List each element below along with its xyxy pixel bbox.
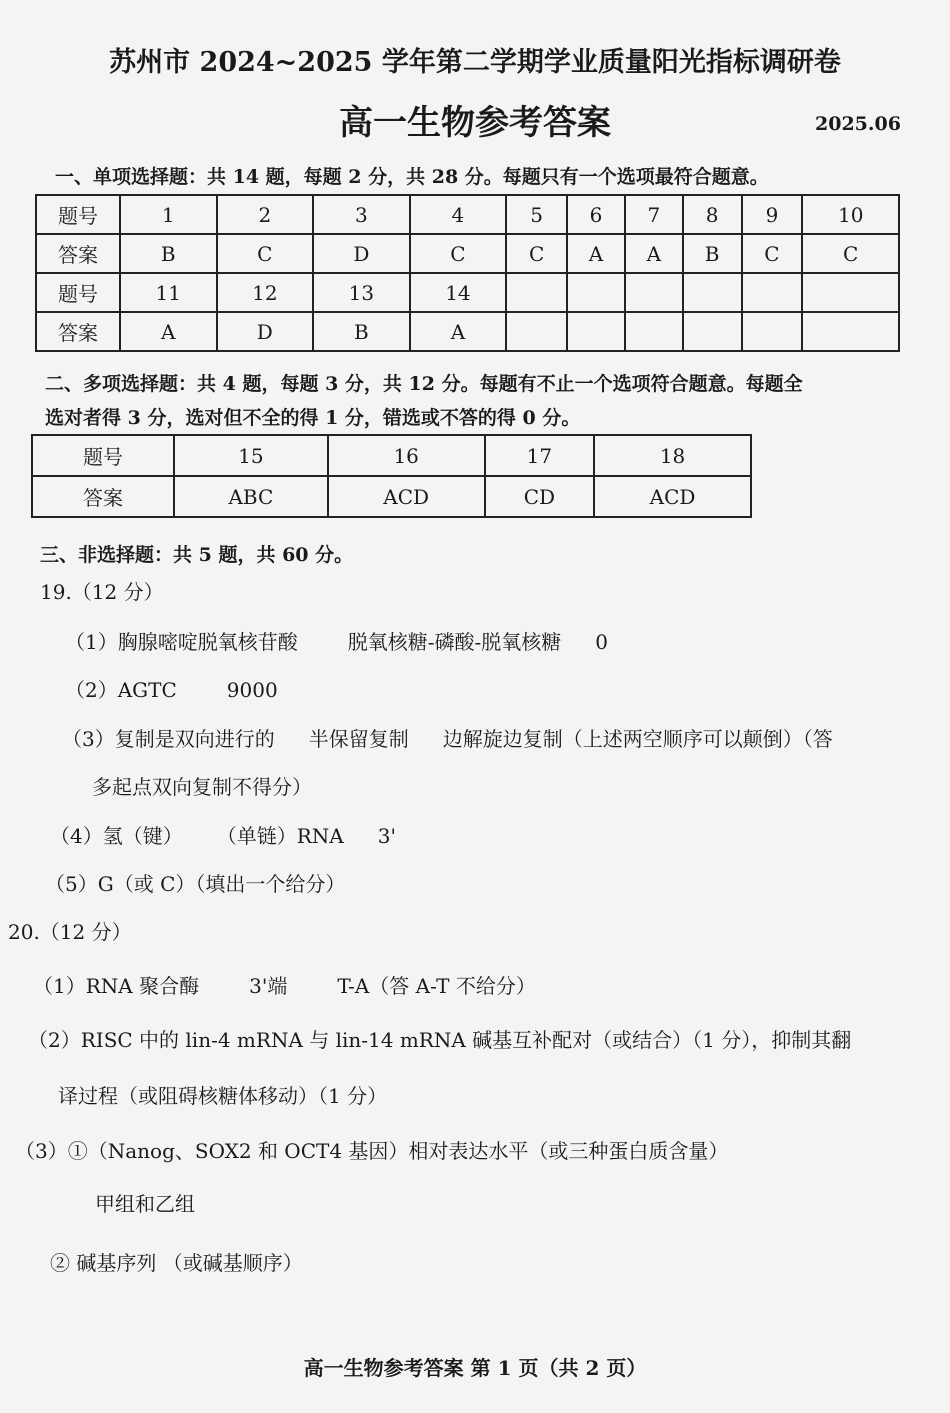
answer-cell <box>567 312 625 351</box>
question-number-cell: 1 <box>120 195 217 234</box>
answer-text: RISC 中的 lin-4 mRNA 与 lin-14 mRNA 碱基互补配对（或结合）（1 分），抑制其翻 <box>80 1028 852 1052</box>
q19-part1 <box>65 626 608 655</box>
answer-text: AGTC <box>117 678 177 702</box>
document-date: 2025.06 <box>815 113 901 135</box>
q20-part2-continued: 译过程（或阻碍核糖体移动）（1 分） <box>58 1084 388 1108</box>
answer-cell: B <box>120 234 217 273</box>
question-number-cell: 2 <box>217 195 314 234</box>
answer-cell: A <box>625 234 683 273</box>
question-number-cell: 16 <box>328 435 485 476</box>
question-number-cell: 7 <box>625 195 683 234</box>
table-row <box>32 435 751 476</box>
section2-heading-line1: 二、多项选择题：共 4 题，每题 3 分，共 12 分。每题有不止一个选项符合题意。每题全 <box>45 373 803 395</box>
question-number-cell: 11 <box>120 273 217 312</box>
answer-text: RNA 聚合酶 <box>85 974 200 998</box>
answer-cell: ACD <box>594 476 751 517</box>
question-number-cell: 8 <box>683 195 742 234</box>
q20-part3 <box>15 1135 728 1164</box>
q20-part3-group: 甲组和乙组 <box>95 1192 195 1216</box>
part-label: （1） <box>33 974 86 998</box>
section2-heading-line2: 选对者得 3 分，选对但不全的得 1 分，错选或不答的得 0 分。 <box>45 407 581 429</box>
answer-text: 胸腺嘧啶脱氧核苷酸 <box>117 630 298 654</box>
section3-heading: 三、非选择题：共 5 题，共 60 分。 <box>40 544 354 566</box>
question-number-cell: 9 <box>742 195 803 234</box>
question-number-cell: 10 <box>802 195 899 234</box>
answer-cell: C <box>506 234 567 273</box>
answer-text: 边解旋边复制（上述两空顺序可以颠倒）（答 <box>442 727 833 751</box>
question-number-cell <box>625 273 683 312</box>
table-row <box>36 195 899 234</box>
answer-cell <box>683 312 742 351</box>
q19-title: 19.（12 分） <box>40 580 164 604</box>
answer-text: 0 <box>595 630 608 654</box>
answer-cell: A <box>410 312 507 351</box>
answer-cell: CD <box>485 476 594 517</box>
answer-text: T-A（答 A-T 不给分） <box>337 974 536 998</box>
question-number-cell <box>567 273 625 312</box>
page-footer: 高一生物参考答案 第 1 页（共 2 页） <box>303 1356 647 1380</box>
q20-part2 <box>28 1024 851 1053</box>
question-number-cell <box>742 273 803 312</box>
table-header-cell: 答案 <box>36 312 120 351</box>
question-number-cell: 5 <box>506 195 567 234</box>
answer-text: 半保留复制 <box>308 727 409 751</box>
answer-cell: D <box>217 312 314 351</box>
section1-heading: 一、单项选择题：共 14 题，每题 2 分，共 28 分。每题只有一个选项最符合题意。 <box>55 166 769 188</box>
question-number-cell: 4 <box>410 195 507 234</box>
answer-cell: C <box>802 234 899 273</box>
answer-cell <box>802 312 899 351</box>
answer-text: 氢（键） <box>102 824 183 848</box>
question-number-cell: 14 <box>410 273 507 312</box>
answer-text: （单链）RNA <box>216 824 344 848</box>
question-number-cell: 3 <box>313 195 410 234</box>
question-number-cell: 13 <box>313 273 410 312</box>
answer-cell: C <box>742 234 803 273</box>
table-row <box>36 234 899 273</box>
answer-cell <box>506 312 567 351</box>
answer-cell: D <box>313 234 410 273</box>
answer-text: 复制是双向进行的 <box>114 727 275 751</box>
answer-cell <box>625 312 683 351</box>
answer-cell: B <box>313 312 410 351</box>
question-number-cell: 15 <box>174 435 328 476</box>
question-number-cell <box>683 273 742 312</box>
question-number-cell: 18 <box>594 435 751 476</box>
part-label: （2） <box>28 1028 81 1052</box>
answer-cell <box>742 312 803 351</box>
question-number-cell: 12 <box>217 273 314 312</box>
table-row <box>36 273 899 312</box>
table-row <box>32 476 751 517</box>
q20-part3-item2: ② 碱基序列 （或碱基顺序） <box>50 1251 303 1275</box>
answer-cell: ACD <box>328 476 485 517</box>
table-row <box>36 312 899 351</box>
question-number-cell <box>802 273 899 312</box>
answer-cell: B <box>683 234 742 273</box>
answer-text: 3' <box>377 824 396 848</box>
table-header-cell: 答案 <box>32 476 174 517</box>
table-header-cell: 答案 <box>36 234 120 273</box>
q20-title: 20.（12 分） <box>8 920 132 944</box>
answer-cell: C <box>410 234 507 273</box>
answer-text: 3'端 <box>249 974 288 998</box>
q20-part1 <box>33 970 536 999</box>
q19-part2 <box>65 674 278 703</box>
answer-text: G（或 C）（填出一个给分） <box>97 872 346 896</box>
part-label: （3） <box>15 1139 68 1163</box>
table-header-cell: 题号 <box>32 435 174 476</box>
part-label: （1） <box>65 630 118 654</box>
question-number-cell <box>506 273 567 312</box>
answer-text: 脱氧核糖-磷酸-脱氧核糖 <box>347 630 562 654</box>
part-label: （2） <box>65 678 118 702</box>
answer-cell: ABC <box>174 476 328 517</box>
part-label: （4） <box>50 824 103 848</box>
multiple-choice-answer-table <box>31 434 752 518</box>
q19-part3 <box>62 723 833 752</box>
question-number-cell: 17 <box>485 435 594 476</box>
document-subtitle: 高一生物参考答案 <box>339 103 611 143</box>
answer-cell: A <box>120 312 217 351</box>
table-header-cell: 题号 <box>36 273 120 312</box>
table-header-cell: 题号 <box>36 195 120 234</box>
answer-cell: A <box>567 234 625 273</box>
q19-part4 <box>50 820 396 849</box>
document-title: 苏州市 2024~2025 学年第二学期学业质量阳光指标调研卷 <box>109 47 841 78</box>
answer-text: 9000 <box>226 678 278 702</box>
question-number-cell: 6 <box>567 195 625 234</box>
answer-text: ①（Nanog、SOX2 和 OCT4 基因）相对表达水平（或三种蛋白质含量） <box>67 1139 729 1163</box>
part-label: （5） <box>45 872 98 896</box>
q19-part5 <box>45 868 345 897</box>
q19-part3-continued: 多起点双向复制不得分） <box>92 775 312 799</box>
answer-cell: C <box>217 234 314 273</box>
part-label: （3） <box>62 727 115 751</box>
single-choice-answer-table <box>35 194 900 352</box>
